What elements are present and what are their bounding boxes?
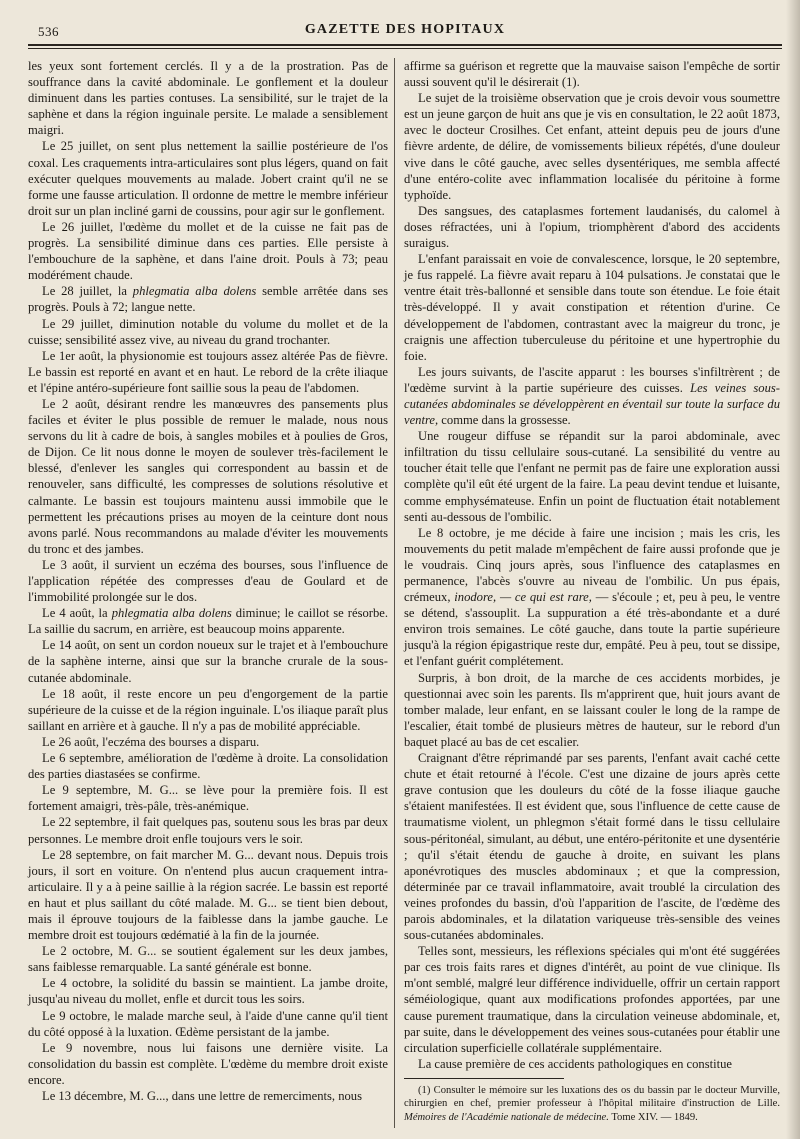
italic-span: Les veines sous-cutanées abdominales se développèrent en éventail sur toute la surface du ventre, xyxy=(404,380,780,428)
page-number: 536 xyxy=(38,24,59,39)
left-paragraph: Le 14 août, on sent un cordon noueux sur le trajet et à l'embouchure de la saphène interne, ainsi que sur la branche crurale de la sous-cutanée abdominale. xyxy=(28,638,388,685)
right-paragraph: affirme sa guérison et regrette que la mauvaise saison l'empêche de sortir aussi souvent qu'il le désirerait (1). xyxy=(404,59,780,90)
left-paragraph: Le 9 septembre, M. G... se lève pour la première fois. Il est fortement amaigri, très-pâle, très-anémique. xyxy=(28,783,388,814)
page-edge-shadow xyxy=(786,0,800,1139)
page-header xyxy=(28,22,782,46)
left-paragraph: Le 26 août, l'eczéma des bourses a disparu. xyxy=(42,734,260,749)
left-paragraph: Le 6 septembre, amélioration de l'œdème à droite. La consolidation des parties diastasées se confirme. xyxy=(28,751,388,782)
left-paragraph: Le 25 juillet, on sent plus nettement la saillie postérieure de l'os coxal. Les craquements intra-articulaires sont plus légers, quand on fait exécuter quelques mouvements au malade. Jobert craint qu'il ne se forme une fausse articulation. Il ordonne de mettre le membre inférieur droit sur un plan incliné garni de coussins, pour agir sur le gonflement. xyxy=(28,139,388,218)
left-paragraph: Le 9 octobre, le malade marche seul, à l'aide d'une canne qu'il tient du côté opposé à la luxation. Œdème persistant de la jambe. xyxy=(28,1008,388,1039)
right-paragraph: Le 8 octobre, je me décide à faire une incision ; mais les cris, les mouvements du petit malade m'empêchent de faire aussi profonde que je le voudrais. Cinq jours après, sous l'influence des cataplasmes en permanence, l'abcès s'ouvre au niveau de l'ombilic. Un pus épais, crémeux, inodore, — ce qui est rare, — s'écoule ; et, peu à peu, le ventre se détend, s'assouplit. La suppuration a été très-abondante et a duré environ trois semaines. Le côté gauche, dans toute la partie supérieure jusqu'à la région épigastrique reste dur, empâté. Peu à peu, tout se dissipe, et l'enfant guérit complétement. xyxy=(404,525,781,669)
right-paragraph: Craignant d'être réprimandé par ses parents, l'enfant avait caché cette chute et était retourné à l'école. C'est une dizaine de jours après cette grave contusion que les douleurs du côté de la fosse iliaque gauche s'étaient manifestées. Il est évident que, sous l'influence de cette cause de traumatisme violent, un phlegmon s'était formé dans le tissu cellulaire sous-péritonéal, simulant, au début, une entéro-péritonite et une dysentérie ; qu'il s'était étendu de gauche à droite, en suivant les plans aponévrotiques des muscles abdominaux ; et que la compression, déterminée par ce travail inflammatoire, avait troublé la circulation des veines profondes du bassin, d'où l'apparition de l'ascite, de l'œdème des parois abdominales, et la dilatation variqueuse très-sensible des veines sous-cutanées abdominales. xyxy=(404,751,780,943)
right-paragraph: Telles sont, messieurs, les réflexions spéciales qui m'ont été suggérées par ces trois faits rares et dignes d'intérêt, au point de vue clinique. Ils m'ont semblé, malgré leur différence individuelle, offrir un certain rapport séméiologique, quant aux modifications profondes apportées, par une cause purement traumatique, dans la circulation veineuse abdominale, et, par suite, dans le développement des veines sous-cutanées pour établir une circulation superficielle collatérale supplémentaire. xyxy=(404,944,780,1055)
footnote-rule xyxy=(404,1078,564,1079)
right-paragraph: Des sangsues, des cataplasmes fortement laudanisés, du calomel à doses réfractées, uni à l'opium, triomphèrent d'abord des accidents suraigus. xyxy=(404,203,780,251)
left-paragraph: Le 2 octobre, M. G... se soutient également sur les deux jambes, sans faiblesse remarquable. La santé générale est bonne. xyxy=(28,944,388,975)
header-rule xyxy=(28,48,782,49)
left-paragraph: Le 18 août, il reste encore un peu d'engorgement de la partie supérieure de la cuisse et de la région inguinale. L'os iliaque paraît plus saillant en arrière et à gauche. Il n'y a pas de mobilité appréciable. xyxy=(28,686,388,733)
left-paragraph: Le 4 août, la phlegmatia alba dolens diminue; le caillot se résorbe. La saillie du sacrum, en arrière, est beaucoup moins apparente. xyxy=(28,606,389,637)
footnote: (1) Consulter le mémoire sur les luxations des os du bassin par le docteur Murville, chirurgien en chef, premier professeur à l'hôpital militaire d'instruction de Lille. Mémoires de l'Académie nationale de médecine. Tome XIV. — 1849. xyxy=(404,1084,780,1123)
left-paragraph: Le 13 décembre, M. G..., dans une lettre de remerciments, nous xyxy=(42,1089,362,1103)
left-column xyxy=(28,58,388,1104)
left-paragraph: Le 22 septembre, il fait quelques pas, soutenu sous les bras par deux personnes. Le membre droit enfle toujours vers le soir. xyxy=(28,815,388,846)
italic-span: Mémoires de l'Académie nationale de médecine. xyxy=(404,1111,609,1123)
left-paragraph: Le 2 août, désirant rendre les manœuvres des pansements plus faciles et éviter le plus possible de remuer le malade, nous nous servons du lit à cadre de bois, à sangles mobiles et à poulies de Gros, de Dijon. Ce lit nous donne le moyen de soulever très-facilement le blessé, d'enlever les sangles qui correspondent au bassin et de renouveler, sans difficulté, les compresses de solutions résolutive et calmante. Le bassin est toujours maintenu aussi immobile que le permettent les précautions prises au moyen de la ceinture dont nous avons parlé. Nous recommandons au malade d'éviter les mouvements du tronc et des jambes. xyxy=(28,396,388,556)
left-paragraph: Le 26 juillet, l'œdème du mollet et de la cuisse ne fait pas de progrès. La sensibilité diminue dans ces parties. Elle persiste à l'embouchure de la saphène, et dans l'aine droit. Pouls à 73; peau modérément chaude. xyxy=(28,219,388,283)
left-paragraph: Le 3 août, il survient un eczéma des bourses, sous l'influence de l'application répétée des compresses d'eau de Goulard et de l'immobilité prolongée sur le dos. xyxy=(28,557,388,605)
right-column xyxy=(404,58,780,1124)
left-paragraph: Le 9 novembre, nous lui faisons une dernière visite. La consolidation du bassin est complète. L'œdème du membre droit existe encore. xyxy=(28,1040,388,1087)
left-paragraph: Le 29 juillet, diminution notable du volume du mollet et de la cuisse; sensibilité assez vive, au niveau du grand trochanter. xyxy=(28,316,388,347)
left-paragraph: Le 1er août, la physionomie est toujours assez altérée Pas de fièvre. Le bassin est reporté en avant et en haut. Le rebord de la crête iliaque et l'épine antéro-supérieure font saillie sous la peau de l'abdomen. xyxy=(28,348,388,395)
italic-span: phlegmatia alba dolens xyxy=(111,606,232,621)
right-paragraph: Une rougeur diffuse se répandit sur la paroi abdominale, avec infiltration du tissu cellulaire sous-cutané. La sensibilité du ventre au toucher était telle que l'enfant ne permit pas de faire une exploration aussi complète qu'il eût été urgent de la faire. La peau devint tendue et luisante, comme emphysémateuse. Enfin un point de fluctuation était notablement senti au-dessous de l'ombilic. xyxy=(404,429,780,524)
italic-span: inodore, — ce qui est rare, xyxy=(454,590,592,605)
column-divider xyxy=(394,58,395,1128)
right-paragraph: Le sujet de la troisième observation que je crois devoir vous soumettre est un jeune garçon de huit ans que je vis en consultation, le 22 août 1873, avec le docteur Crosilhes. Cet enfant, atteint depuis peu de jours d'une fièvre ardente, de délire, de vomissements bilieux répétés, d'une douleur vive dans le côté gauche, avec selles dysentériques, me sembla affecté d'une entéro-colite avec inflammation localisée du péritoine à forme typhoïde. xyxy=(404,91,780,202)
left-paragraph: Le 28 juillet, la phlegmatia alba dolens semble arrêtée dans ses progrès. Pouls à 72; langue nette. xyxy=(28,284,388,315)
right-paragraph: L'enfant paraissait en voie de convalescence, lorsque, le 20 septembre, je fus rappelé. La fièvre avait reparu à 104 pulsations. Je constatai que le ventre était très-ballonné et sensible dans toute son étendue. Le foie était très-développé. Il y avait constipation et rétention d'urine. Ce développement de l'abdomen, contrastant avec la maigreur du tronc, je craignis une affection tuberculeuse du péritoine et une hypertrophie du foie. xyxy=(404,252,780,363)
right-paragraph: La cause première de ces accidents pathologiques en constitue xyxy=(418,1056,733,1071)
right-column-body xyxy=(404,58,780,1072)
publication-title: GAZETTE DES HOPITAUX xyxy=(304,22,506,37)
left-paragraph: Le 4 octobre, la solidité du bassin se maintient. La jambe droite, jusqu'au niveau du mollet, enfle et durcit tous les soirs. xyxy=(28,976,388,1007)
right-paragraph: Les jours suivants, de l'ascite apparut : les bourses s'infiltrèrent ; de l'œdème survint à la partie supérieure des cuisses. Les veines sous-cutanées abdominales se développèrent en éventail sur toute la surface du ventre, comme dans la grossesse. xyxy=(404,364,780,428)
left-paragraph: les yeux sont fortement cerclés. Il y a de la prostration. Pas de souffrance dans la cavité abdominale. Le gonflement et la douleur diminuent dans les parties contuses. La sensibilité, sur le trajet de la saphène et dans la région inguinale persite. Le malade a sensiblement maigri. xyxy=(28,59,388,138)
left-paragraph: Le 28 septembre, on fait marcher M. G... devant nous. Depuis trois jours, il sort en voiture. On n'entend plus aucun craquement intra-articulaire. Il y a à peine saillie à la région sacrée. Le bassin est reporté en haut et plus saillant du côté malade. M. G... se tient bien debout, mais il éprouve toujours de la faiblesse dans la jambe gauche. Le membre droit est toujours œdématié à la fin de la journée. xyxy=(28,847,388,943)
right-paragraph: Surpris, à bon droit, de la marche de ces accidents morbides, je questionnai avec soin les parents. Ils m'apprirent que, huit jours avant de tomber malade, leur enfant, en se laissant couler le long de la rampe de l'escalier, était tombé de plusieurs mètres de hauteur, sur le rebord d'un baquet placé au bas de cet escalier. xyxy=(404,670,780,749)
italic-span: phlegmatia alba dolens xyxy=(132,284,257,299)
